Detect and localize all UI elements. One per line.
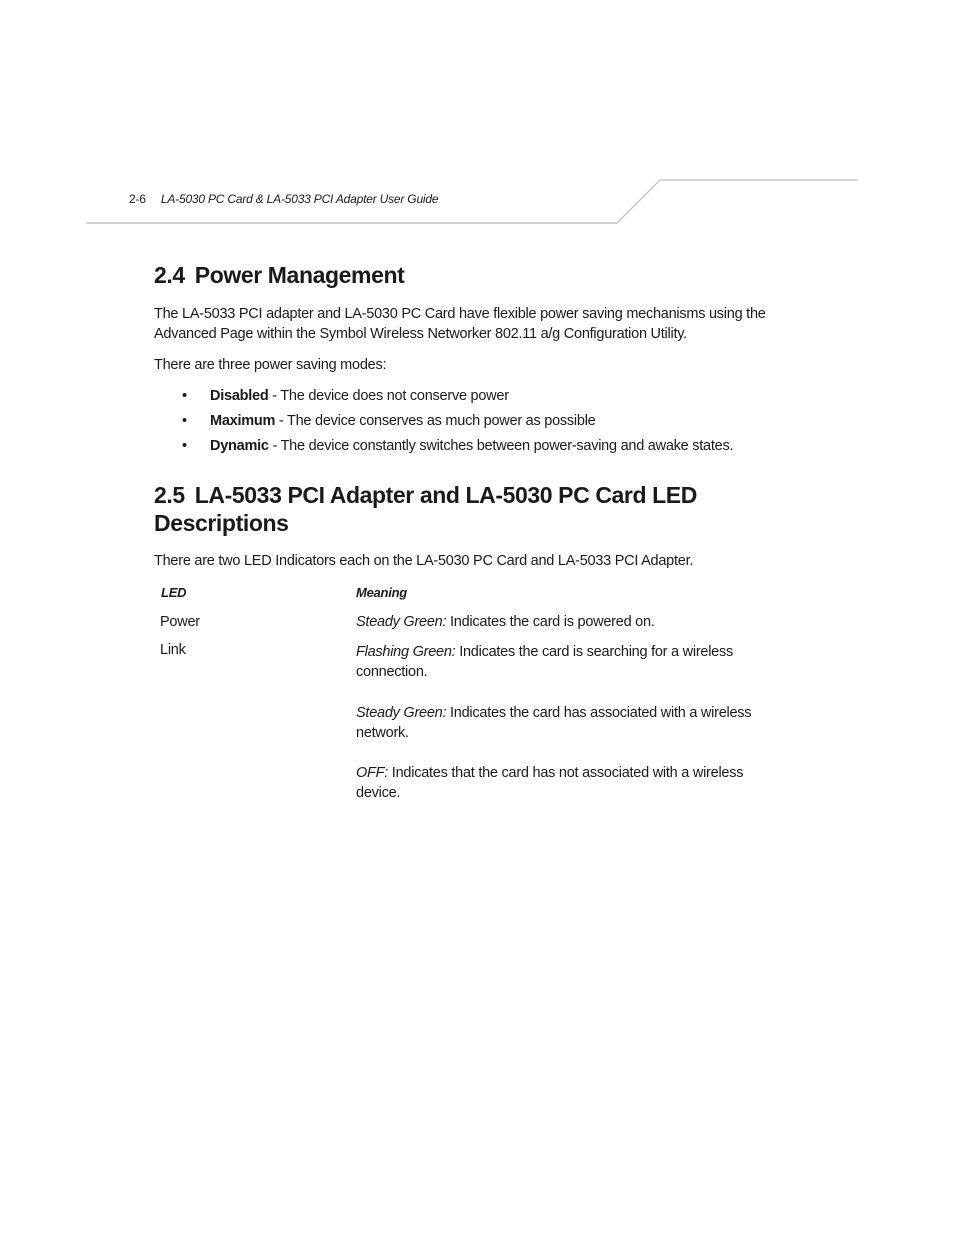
led-state: Steady Green: xyxy=(356,614,447,630)
led-state-text: Indicates the card has associated with a wireless xyxy=(446,705,752,721)
led-name-power: Power xyxy=(160,614,200,630)
section-heading-led-descriptions xyxy=(154,481,697,537)
led-state-text: Indicates that the card has not associated with a wireless xyxy=(388,765,744,781)
section-title-line-2: Descriptions xyxy=(154,510,289,536)
mode-description: - The device does not conserve power xyxy=(268,388,509,404)
bullet-icon: • xyxy=(182,438,187,454)
led-state: Flashing Green: xyxy=(356,644,456,660)
meaning-link-steady xyxy=(356,703,751,743)
section-title: Power Management xyxy=(194,262,405,288)
running-header xyxy=(129,192,438,206)
led-state-text-cont: network. xyxy=(356,725,409,741)
power-modes-lead: There are three power saving modes: xyxy=(154,357,387,373)
meaning-link-flashing xyxy=(356,642,733,682)
bullet-icon: • xyxy=(182,388,187,404)
led-intro-paragraph: There are two LED Indicators each on the LA-5030 PC Card and LA-5033 PCI Adapter. xyxy=(154,553,694,569)
section-title-line-1: LA-5033 PCI Adapter and LA-5030 PC Card LED xyxy=(194,482,697,508)
led-state: OFF: xyxy=(356,765,389,781)
page-number: 2-6 xyxy=(129,192,146,206)
meaning-power xyxy=(356,612,655,632)
power-intro-paragraph xyxy=(154,304,766,344)
meaning-link-off xyxy=(356,763,743,803)
mode-name: Disabled xyxy=(210,388,269,404)
led-state-text: Indicates the card is powered on. xyxy=(446,614,655,630)
column-header-meaning: Meaning xyxy=(356,585,407,600)
power-intro-line-1: The LA-5033 PCI adapter and LA-5030 PC Card have flexible power saving mechanisms using the xyxy=(154,306,766,322)
led-state: Steady Green: xyxy=(356,705,447,721)
bullet-icon: • xyxy=(182,413,187,429)
section-number: 2.5 xyxy=(154,482,185,508)
column-header-led: LED xyxy=(161,585,187,600)
mode-description: - The device constantly switches between power-saving and awake states. xyxy=(268,438,734,454)
section-number: 2.4 xyxy=(154,262,185,288)
led-state-text-cont: connection. xyxy=(356,664,428,680)
led-name-link: Link xyxy=(160,642,186,658)
mode-name: Dynamic xyxy=(210,438,269,454)
mode-name: Maximum xyxy=(210,413,276,429)
guide-title: LA-5030 PC Card & LA-5033 PCI Adapter User Guide xyxy=(160,192,439,206)
power-intro-line-2: Advanced Page within the Symbol Wireless Networker 802.11 a/g Configuration Utility. xyxy=(154,326,687,342)
mode-description: - The device conserves as much power as possible xyxy=(275,413,596,429)
led-state-text-cont: device. xyxy=(356,785,401,801)
section-heading-power-management xyxy=(154,261,404,289)
led-state-text: Indicates the card is searching for a wireless xyxy=(455,644,733,660)
